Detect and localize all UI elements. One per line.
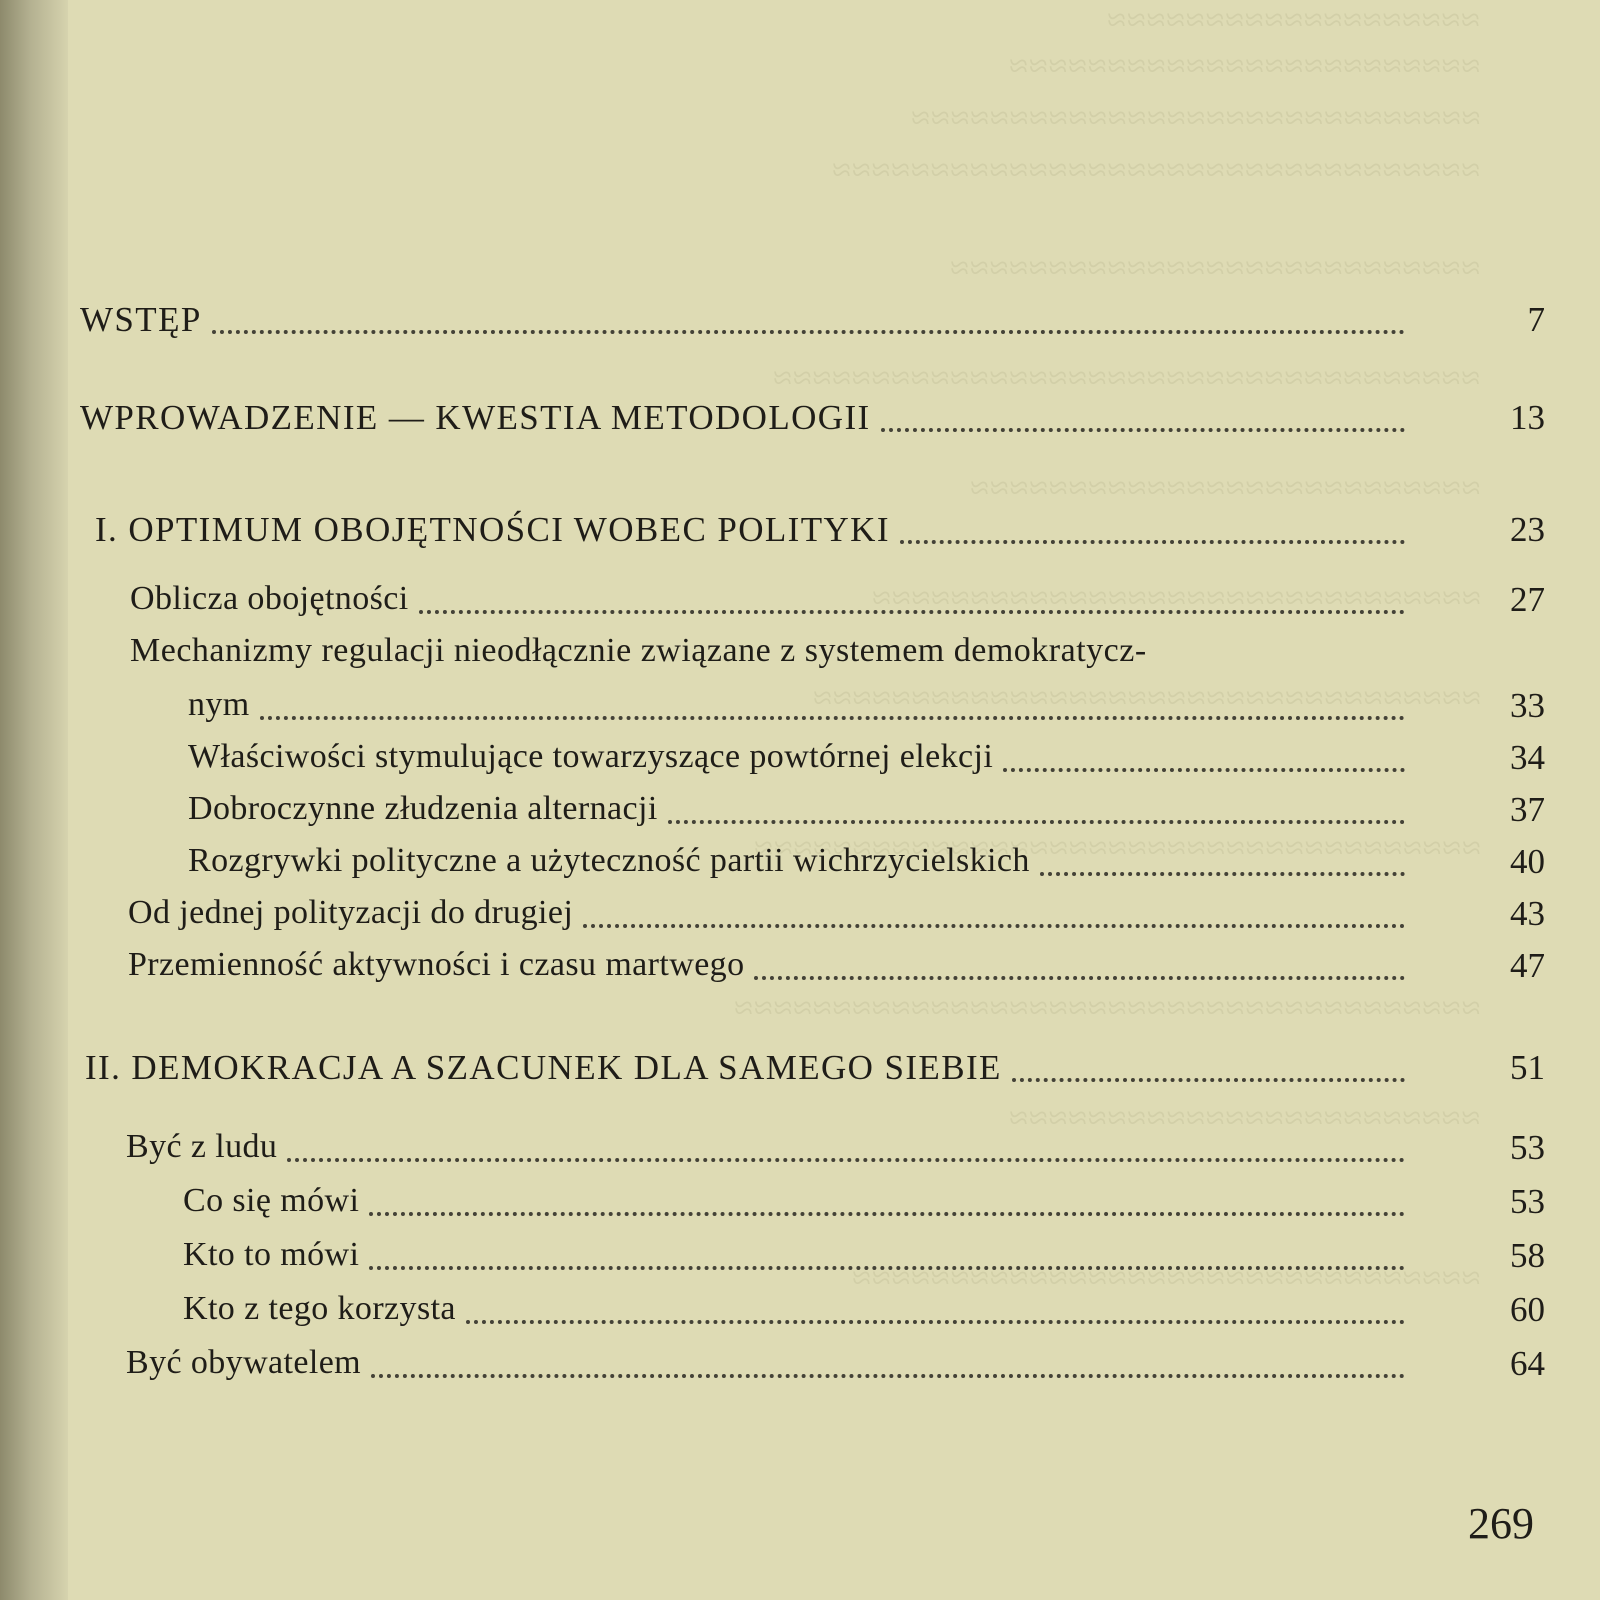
toc-entry-title: WSTĘP — [80, 300, 202, 339]
toc-entry-title: Rozgrywki polityczne a użyteczność partii wichrzycielskich — [188, 842, 1030, 879]
toc-entry-kto-to-mowi — [0, 1236, 1600, 1284]
toc-entry-co-sie-mowi — [0, 1182, 1600, 1230]
dot-leader — [1040, 872, 1405, 876]
dot-leader — [260, 716, 1405, 720]
dot-leader — [900, 540, 1405, 544]
dot-leader — [371, 1374, 1405, 1378]
dot-leader — [881, 428, 1405, 432]
toc-entry-title: Co się mówi — [183, 1182, 360, 1219]
toc-entry-od-jednej-polityzacji — [0, 894, 1600, 942]
toc-entry-title: Od jednej polityzacji do drugiej — [128, 894, 574, 931]
toc-page-number: 37 — [1510, 790, 1545, 829]
toc-entry-chapter-1 — [0, 510, 1600, 558]
dot-leader — [668, 820, 1405, 824]
toc-entry-byc-obywatelem — [0, 1344, 1600, 1392]
toc-entry-title: I. OPTIMUM OBOJĘTNOŚCI WOBEC POLITYKI — [95, 510, 890, 549]
show-through-text: ≈≈≈≈≈≈≈≈≈≈≈≈≈≈≈≈≈≈≈ ≈≈≈≈≈≈≈≈≈≈≈≈≈≈≈≈≈≈≈≈≈≈≈≈ ≈≈≈≈≈≈≈≈≈≈≈≈≈≈≈≈≈≈≈≈≈≈≈≈≈≈≈≈≈ ≈≈≈≈≈≈≈≈≈≈≈≈≈≈≈≈≈≈≈≈≈≈≈≈≈≈≈≈≈≈≈≈≈ ≈≈≈≈≈≈≈≈≈≈≈≈≈≈≈≈≈≈≈≈≈≈≈≈≈≈≈ ≈≈≈≈≈≈≈≈≈≈≈≈≈≈≈≈≈≈≈≈≈≈≈≈≈≈≈≈≈≈≈≈≈≈≈≈ ≈≈≈≈≈≈≈≈≈≈≈≈≈≈≈≈≈≈≈≈≈≈≈≈≈≈ ≈≈≈≈≈≈≈≈≈≈≈≈≈≈≈≈≈≈≈≈≈≈≈≈≈≈≈≈≈≈≈ ≈≈≈≈≈≈≈≈≈≈≈≈≈≈≈≈≈≈≈≈≈≈≈≈≈≈≈≈≈≈≈≈≈≈ ≈≈≈≈≈≈≈≈≈≈≈≈≈≈≈≈≈≈≈≈≈≈≈≈≈≈≈≈≈≈≈≈≈≈≈≈≈ ≈≈≈≈≈≈≈≈≈≈≈≈≈≈≈≈≈≈≈≈≈≈≈≈≈≈≈≈≈≈≈≈≈≈≈≈≈≈ ≈≈≈≈≈≈≈≈≈≈≈≈≈≈≈≈≈≈≈≈≈≈≈≈ ≈≈≈≈≈≈≈≈≈≈≈≈≈≈≈≈≈≈≈≈≈≈≈≈≈≈≈≈≈≈≈≈ — [732, 2, 1480, 1297]
toc-page-number: 33 — [1510, 686, 1545, 725]
toc-page-number: 40 — [1510, 842, 1545, 881]
dot-leader — [369, 1266, 1405, 1270]
dot-leader — [583, 924, 1405, 928]
toc-page-number: 13 — [1510, 398, 1545, 437]
toc-entry-title: Kto z tego korzysta — [183, 1290, 456, 1327]
toc-entry-title: WPROWADZENIE — KWESTIA METODOLOGII — [80, 398, 871, 437]
toc-entry-title: Być obywatelem — [126, 1344, 362, 1381]
toc-page-number: 64 — [1510, 1344, 1545, 1383]
toc-entry-title-continuation: nym — [188, 686, 250, 723]
toc-entry-wstep — [0, 300, 1600, 348]
toc-page-number: 53 — [1510, 1182, 1545, 1221]
toc-entry-wprowadzenie — [0, 398, 1600, 446]
toc-entry-mechanizmy-regulacji — [0, 632, 1600, 680]
toc-page-number: 43 — [1510, 894, 1545, 933]
toc-entry-title: Kto to mówi — [183, 1236, 360, 1273]
dot-leader — [1003, 768, 1405, 772]
toc-page-number: 53 — [1510, 1128, 1545, 1167]
toc-entry-rozgrywki-polityczne — [0, 842, 1600, 890]
toc-entry-wlasciwosci-stymulujace — [0, 738, 1600, 786]
toc-entry-title: Być z ludu — [126, 1128, 278, 1165]
toc-entry-title: Oblicza obojętności — [130, 580, 409, 617]
toc-entry-title: Mechanizmy regulacji nieodłącznie związane z systemem demokratycz- — [130, 632, 1147, 669]
toc-entry-dobroczynne-zludzenia — [0, 790, 1600, 838]
toc-page-number: 60 — [1510, 1290, 1545, 1329]
dot-leader — [287, 1158, 1405, 1162]
toc-entry-przemiennosc-aktywnosci — [0, 946, 1600, 994]
toc-page-number: 58 — [1510, 1236, 1545, 1275]
dot-leader — [212, 330, 1405, 334]
folio-page-number: 269 — [1468, 1499, 1534, 1548]
toc-entry-title: Dobroczynne złudzenia alternacji — [188, 790, 658, 827]
toc-entry-chapter-2 — [0, 1048, 1600, 1096]
toc-entry-mechanizmy-regulacji-continuation — [0, 686, 1600, 734]
toc-entry-kto-z-tego-korzysta — [0, 1290, 1600, 1338]
toc-entry-title: Właściwości stymulujące towarzyszące powtórnej elekcji — [188, 738, 994, 775]
toc-page-number: 47 — [1510, 946, 1545, 985]
dot-leader — [369, 1212, 1405, 1216]
toc-entry-byc-z-ludu — [0, 1128, 1600, 1176]
toc-page-number: 7 — [1527, 300, 1545, 339]
toc-page-number: 27 — [1510, 580, 1545, 619]
toc-page-number: 51 — [1510, 1048, 1545, 1087]
toc-entry-title: Przemienność aktywności i czasu martwego — [128, 946, 745, 983]
toc-entry-title: II. DEMOKRACJA A SZACUNEK DLA SAMEGO SIEBIE — [85, 1048, 1002, 1087]
dot-leader — [1012, 1078, 1405, 1082]
dot-leader — [754, 976, 1405, 980]
toc-page-number: 34 — [1510, 738, 1545, 777]
dot-leader — [419, 610, 1405, 614]
toc-page-number: 23 — [1510, 510, 1545, 549]
dot-leader — [466, 1320, 1405, 1324]
toc-entry-oblicza-obojetnosci — [0, 580, 1600, 628]
